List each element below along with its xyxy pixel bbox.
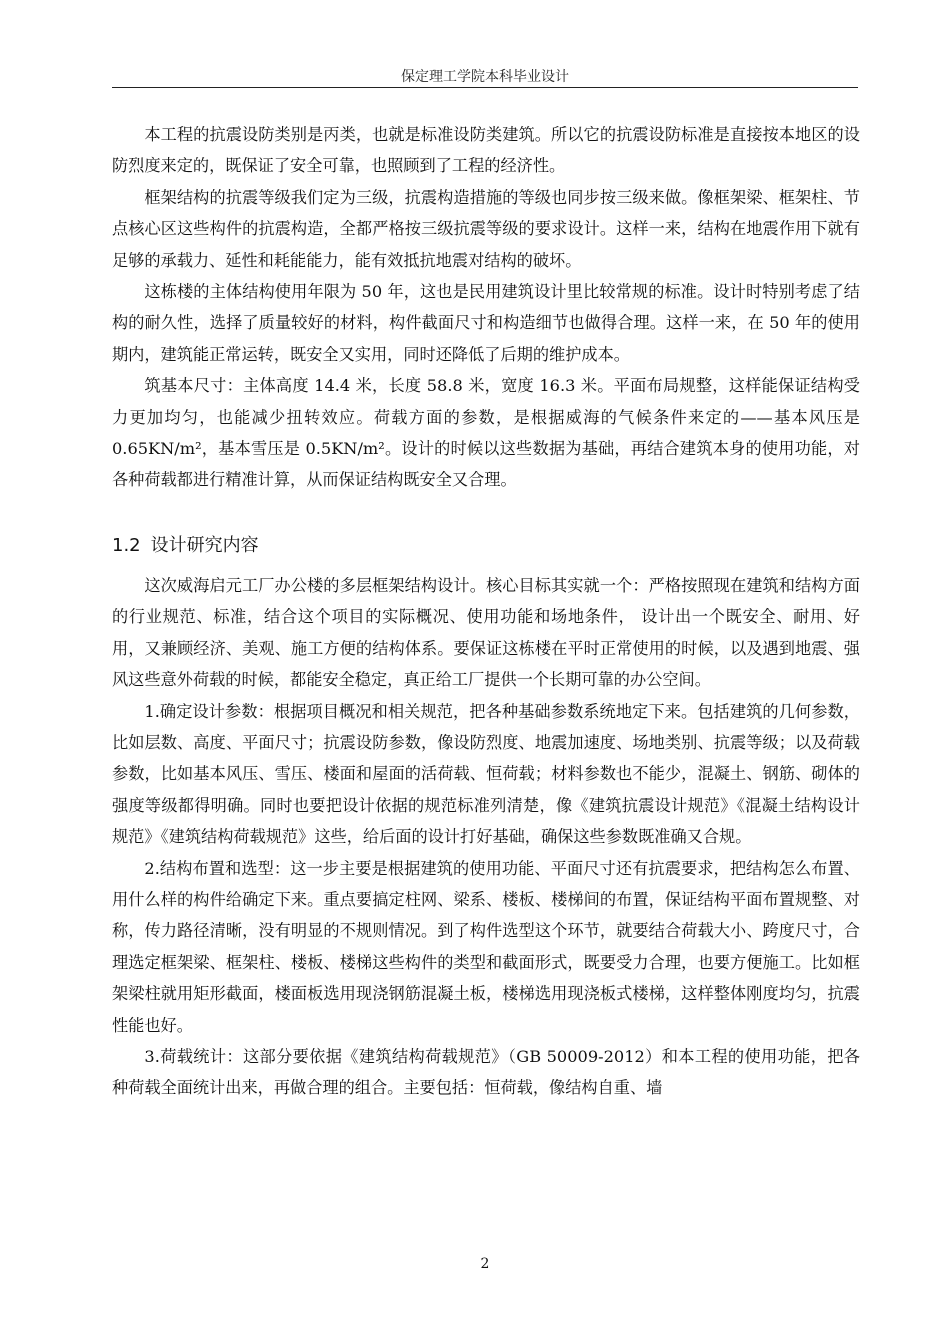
section-heading bbox=[112, 532, 860, 560]
page-number: 2 bbox=[480, 1256, 490, 1272]
document-body bbox=[112, 119, 860, 1104]
paragraph: 3.荷载统计：这部分要依据《建筑结构荷载规范》（GB 50009-2012）和本工程的使用功能，把各种荷载全面统计出来，再做合理的组合。主要包括：恒荷载，像结构自重、墙 bbox=[112, 1046, 860, 1098]
paragraph: 筑基本尺寸：主体高度 14.4 米，长度 58.8 米，宽度 16.3 米。平面布局规整，这样能保证结构受力更加均匀，也能减少扭转效应。荷载方面的参数，是根据威海的气候条件来定的——基本风压是 0.65KN/m²，基本雪压是 0.5KN/m²。设计的时候以这些数据为基础，再结合建筑本身的使用功能，对各种荷载都进行精准计算，从而保证结构既安全又合理。 bbox=[112, 376, 860, 490]
paragraph: 1.确定设计参数：根据项目概况和相关规范，把各种基础参数系统地定下来。包括建筑的几何参数，比如层数、高度、平面尺寸；抗震设防参数，像设防烈度、地震加速度、场地类别、抗震等级；以及荷载参数，比如基本风压、雪压、楼面和屋面的活荷载、恒荷载；材料参数也不能少，混凝土、钢筋、砌体的强度等级都得明确。同时也要把设计依据的规范标准列清楚，像《建筑抗震设计规范》《混凝土结构设计规范》《建筑结构荷载规范》这些，给后面的设计打好基础，确保这些参数既准确又合规。 bbox=[112, 701, 860, 847]
page-header-title: 保定理工学院本科毕业设计 bbox=[401, 69, 569, 85]
header-divider bbox=[112, 87, 858, 88]
section-number: 1.2 bbox=[112, 534, 141, 556]
paragraph: 2.结构布置和选型：这一步主要是根据建筑的使用功能、平面尺寸还有抗震要求，把结构怎么布置、用什么样的构件给确定下来。重点要搞定柱网、梁系、楼板、楼梯间的布置，保证结构平面布置规整、对称，传力路径清晰，没有明显的不规则情况。到了构件选型这个环节，就要结合荷载大小、跨度尺寸，合理选定框架梁、框架柱、楼板、楼梯这些构件的类型和截面形式，既要受力合理，也要方便施工。比如框架梁柱就用矩形截面，楼面板选用现浇钢筋混凝土板，楼梯选用现浇板式楼梯，这样整体刚度均匀，抗震性能也好。 bbox=[112, 858, 860, 1035]
paragraph: 框架结构的抗震等级我们定为三级，抗震构造措施的等级也同步按三级来做。像框架梁、框架柱、节点核心区这些构件的抗震构造，全都严格按三级抗震等级的要求设计。这样一来，结构在地震作用下就有足够的承载力、延性和耗能能力，能有效抵抗地震对结构的破坏。 bbox=[112, 187, 860, 270]
paragraph: 这次威海启元工厂办公楼的多层框架结构设计。核心目标其实就一个：严格按照现在建筑和结构方面的行业规范、标准，结合这个项目的实际概况、使用功能和场地条件， 设计出一个既安全、耐用、好用，又兼顾经济、美观、施工方便的结构体系。要保证这栋楼在平时正常使用的时候，以及遇到地震、强风这些意外荷载的时候，都能安全稳定，真正给工厂提供一个长期可靠的办公空间。 bbox=[112, 575, 860, 690]
section-title: 设计研究内容 bbox=[150, 534, 259, 556]
paragraph: 这栋楼的主体结构使用年限为 50 年，这也是民用建筑设计里比较常规的标准。设计时特别考虑了结构的耐久性，选择了质量较好的材料，构件截面尺寸和构造细节也做得合理。这样一来，在 50 年的使用期内，建筑能正常运转，既安全又实用，同时还降低了后期的维护成本。 bbox=[112, 282, 860, 364]
paragraph: 本工程的抗震设防类别是丙类，也就是标准设防类建筑。所以它的抗震设防标准是直接按本地区的设防烈度来定的，既保证了安全可靠，也照顾到了工程的经济性。 bbox=[112, 125, 860, 176]
